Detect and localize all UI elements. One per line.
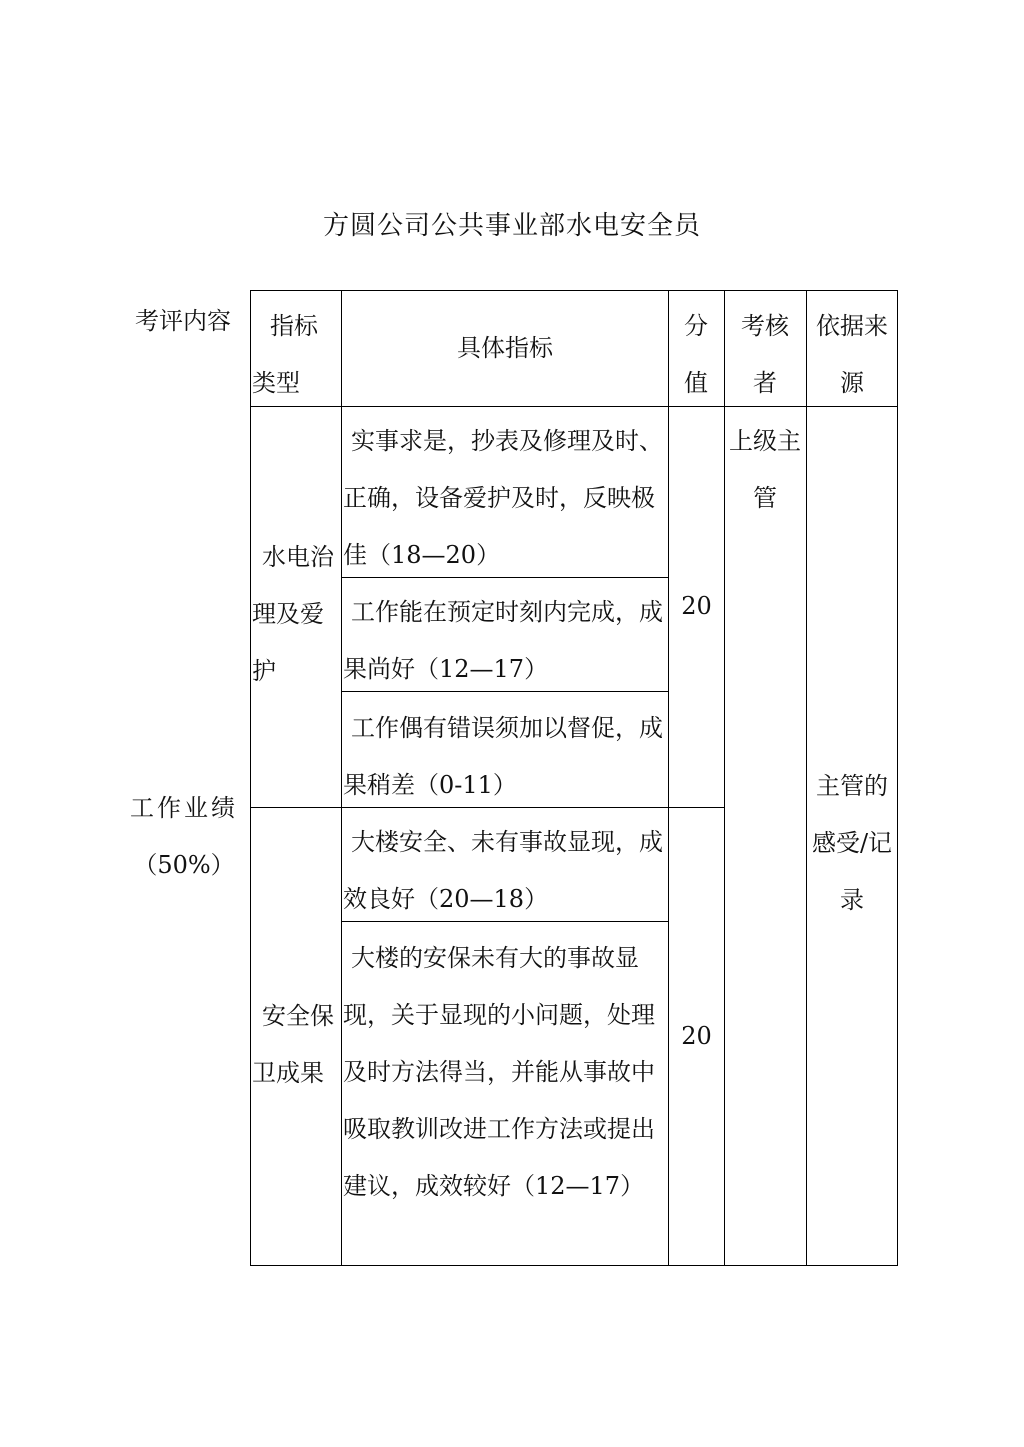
evaluation-content-header [128, 293, 238, 350]
score-value: 20 [681, 592, 712, 620]
header-specific-indicator: 具体指标 [457, 334, 553, 362]
column-divider [341, 290, 342, 1266]
score-value: 20 [681, 1022, 712, 1050]
header-basis-source: 依据来源 [816, 312, 888, 397]
criterion-text: 工作能在预定时刻内完成，成果尚好（12—17） [343, 598, 663, 683]
basis-source-value: 主管的感受/记录 [811, 772, 893, 914]
indicator-type-water-electric: 水电治理及爱护 [252, 543, 334, 685]
table-border-left [250, 290, 251, 1266]
evaluation-category [122, 780, 246, 894]
column-divider [806, 290, 807, 1266]
indicator-type-security: 安全保卫成果 [252, 1002, 334, 1087]
criterion-text: 工作偶有错误须加以督促，成果稍差（0-11） [343, 714, 663, 799]
header-assessor: 考核者 [741, 312, 789, 397]
table-border-top [250, 290, 898, 291]
criterion-text: 实事求是，抄表及修理及时、正确，设备爱护及时，反映极佳（18—20） [343, 427, 663, 569]
criterion-text: 大楼的安保未有大的事故显现，关于显现的小问题，处理及时方法得当，并能从事故中吸取教训改进工作方法或提出建议，成效较好（12—17） [343, 944, 655, 1200]
column-divider [724, 290, 725, 1266]
header-indicator-type: 指标类型 [252, 312, 318, 397]
assessor-value: 上级主管 [729, 427, 801, 512]
header-score: 分值 [684, 312, 708, 397]
evaluation-content-label: 考评内容 [135, 307, 231, 335]
criterion-text: 大楼安全、未有事故显现，成效良好（20—18） [343, 828, 663, 913]
page-title: 方圆公司公共事业部水电安全员 [322, 211, 701, 241]
table-header-divider [250, 406, 898, 407]
category-label: 工作业绩 [130, 794, 238, 822]
table-border-bottom [250, 1265, 898, 1266]
category-percentage: （50%） [133, 851, 235, 879]
column-divider [668, 290, 669, 1266]
table-border-right [897, 290, 898, 1266]
